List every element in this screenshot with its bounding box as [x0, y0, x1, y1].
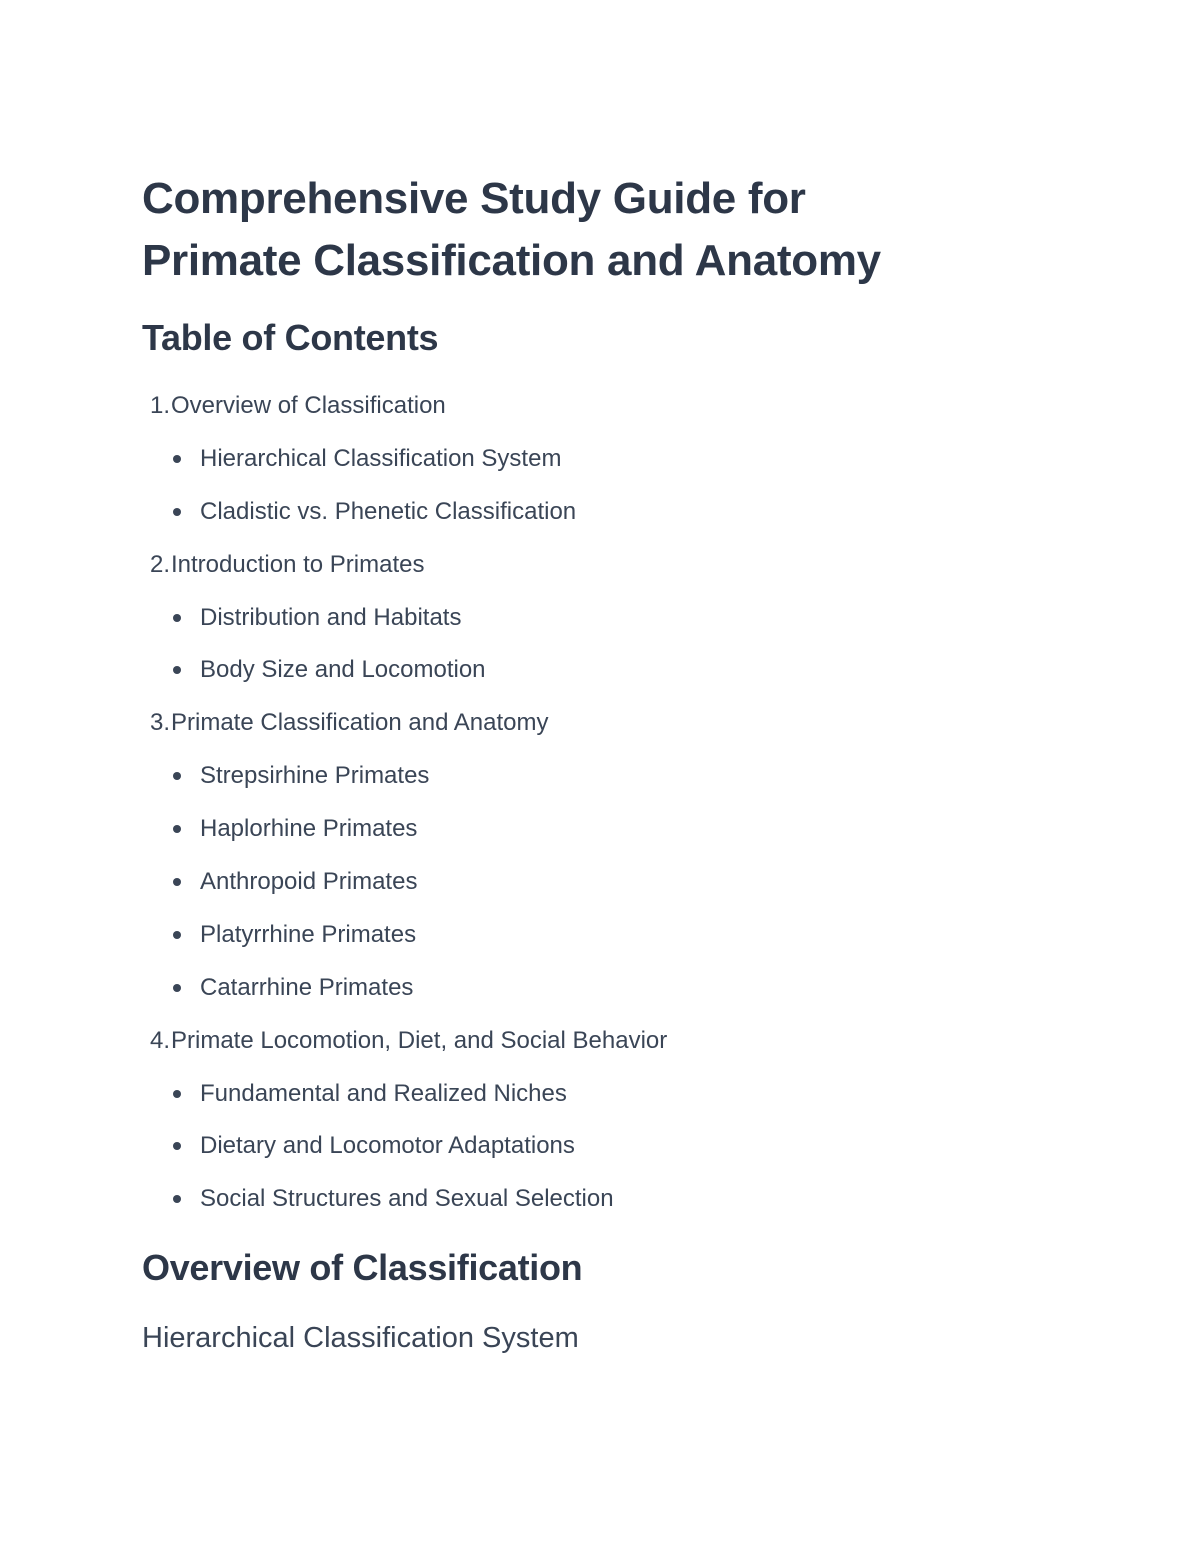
toc-item-overview-of-classification[interactable] — [142, 380, 667, 433]
bullet-icon — [173, 984, 181, 992]
bullet-icon — [173, 666, 181, 674]
toc-item-primate-locomotion-diet-social-behavior[interactable] — [142, 1015, 667, 1068]
bullet-icon — [173, 878, 181, 886]
toc-item-label: Overview of Classification — [171, 392, 446, 419]
toc-subitem-label: Catarrhine Primates — [200, 973, 414, 1001]
toc-subitem-label: Body Size and Locomotion — [200, 656, 486, 684]
toc-subitem-body-size-and-locomotion[interactable] — [142, 644, 667, 697]
toc-subitem-label: Haplorhine Primates — [200, 815, 418, 843]
toc-subitem-catarrhine-primates[interactable] — [142, 962, 667, 1015]
toc-item-number: 2. — [149, 550, 170, 578]
toc-item-primate-classification-and-anatomy[interactable] — [142, 697, 667, 750]
toc-subitem-social-structures-and-sexual-selection[interactable] — [142, 1173, 667, 1226]
bullet-icon — [173, 1090, 181, 1098]
bullet-icon — [173, 931, 181, 939]
bullet-icon — [173, 825, 181, 833]
toc-item-number: 1. — [149, 392, 170, 419]
table-of-contents — [142, 380, 667, 1226]
toc-subitem-platyrrhine-primates[interactable] — [142, 909, 667, 962]
toc-subitem-label: Cladistic vs. Phenetic Classification — [200, 497, 577, 525]
toc-item-label: Primate Locomotion, Diet, and Social Behavior — [171, 1026, 668, 1054]
toc-subitem-dietary-and-locomotor-adaptations[interactable] — [142, 1120, 667, 1173]
toc-subitem-cladistic-vs-phenetic[interactable] — [142, 486, 667, 539]
toc-heading: Table of Contents — [142, 317, 439, 358]
toc-subitem-haplorhine-primates[interactable] — [142, 803, 667, 856]
bullet-icon — [173, 508, 181, 516]
section-heading: Overview of Classification — [142, 1247, 583, 1288]
toc-subitem-hierarchical-classification-system[interactable] — [142, 433, 667, 486]
document-title-line-2: Primate Classification and Anatomy — [142, 236, 881, 285]
toc-subitem-label: Fundamental and Realized Niches — [200, 1079, 567, 1107]
toc-subitem-distribution-and-habitats[interactable] — [142, 592, 667, 645]
toc-subitem-label: Dietary and Locomotor Adaptations — [200, 1132, 575, 1160]
toc-item-label: Primate Classification and Anatomy — [171, 709, 549, 737]
toc-subitem-label: Platyrrhine Primates — [200, 920, 417, 948]
toc-subitem-label: Anthropoid Primates — [200, 868, 418, 896]
document-title — [142, 168, 881, 292]
toc-subitem-strepsirhine-primates[interactable] — [142, 750, 667, 803]
toc-item-number: 4. — [149, 1026, 170, 1054]
toc-subitem-label: Distribution and Habitats — [200, 603, 462, 631]
toc-subitem-anthropoid-primates[interactable] — [142, 856, 667, 909]
bullet-icon — [173, 1195, 181, 1203]
subsection-heading: Hierarchical Classification System — [142, 1322, 579, 1354]
toc-item-label: Introduction to Primates — [171, 550, 425, 578]
bullet-icon — [173, 772, 181, 780]
toc-subitem-fundamental-and-realized-niches[interactable] — [142, 1068, 667, 1121]
bullet-icon — [173, 614, 181, 622]
toc-item-number: 3. — [149, 709, 170, 737]
bullet-icon — [173, 1142, 181, 1150]
toc-subitem-label: Hierarchical Classification System — [200, 444, 562, 472]
bullet-icon — [173, 455, 181, 463]
toc-item-introduction-to-primates[interactable] — [142, 539, 667, 592]
document-title-line-1: Comprehensive Study Guide for — [142, 174, 806, 223]
toc-subitem-label: Strepsirhine Primates — [200, 762, 430, 790]
toc-subitem-label: Social Structures and Sexual Selection — [200, 1185, 614, 1213]
